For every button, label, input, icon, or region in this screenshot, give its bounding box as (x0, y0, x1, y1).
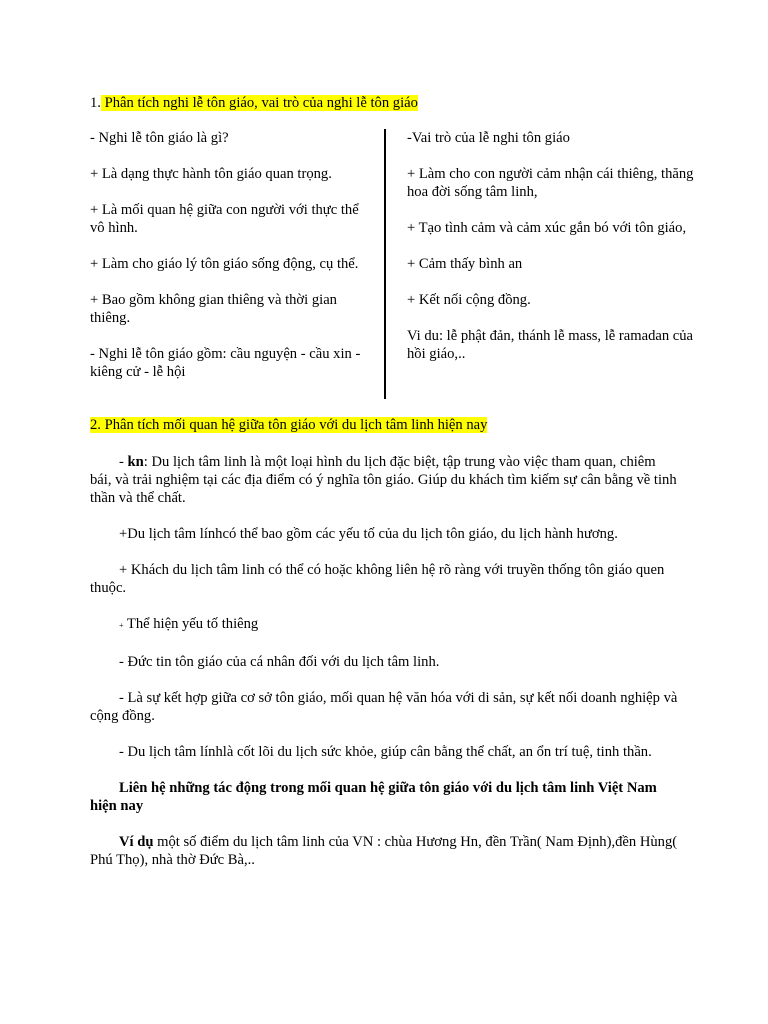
paragraph: - Du lịch tâm línhlà cốt lõi du lịch sức khỏe, giúp cân bằng thể chất, an ổn trí tuệ, tinh thần. (119, 744, 652, 760)
paragraph: - Là sự kết hợp giữa cơ sở tôn giáo, mối quan hệ văn hóa với di sản, sự kết nối doanh nghiệp và cộng đồng. (90, 690, 678, 724)
right-line: + Tạo tình cảm và cảm xúc gắn bó với tôn giáo, (407, 220, 687, 236)
right-line: + Làm cho con người cảm nhận cái thiêng, thăng hoa đời sống tâm linh, (407, 166, 694, 200)
section-2-body (90, 453, 678, 887)
heading-1 (90, 94, 418, 112)
example-text: một số điểm du lịch tâm linh của VN : chùa Hương Hn, đền Trần( Nam Định),đền Hùng( Phú Thọ), nhà thờ Đức Bà,.. (90, 834, 678, 868)
paragraph: - Đức tin tôn giáo của cá nhân đối với du lịch tâm linh. (119, 654, 440, 670)
bold-heading-text: Liên hệ những tác động trong mối quan hệ giữa tôn giáo với du lịch tâm linh Việt Nam hiện nay (90, 780, 657, 814)
right-line: Vi du: lễ phật đản, thánh lễ mass, lễ ramadan của hồi giáo,.. (407, 328, 694, 362)
paragraph-text: Thể hiện yếu tố thiêng (123, 616, 259, 632)
right-column (407, 129, 697, 381)
left-line: + Là mối quan hệ giữa con người với thực thể vô hình. (90, 202, 359, 236)
paragraph: +Du lịch tâm línhcó thể bao gồm các yếu tố của du lịch tôn giáo, du lịch hành hương. (119, 526, 618, 542)
example-paragraph (90, 833, 678, 869)
left-line: - Nghi lễ tôn giáo là gì? (90, 130, 229, 146)
paragraph (90, 615, 678, 635)
left-line: - Nghi lễ tôn giáo gồm: cầu nguyện - cầu xin - kiêng cử - lễ hội (90, 346, 361, 380)
left-line: + Làm cho giáo lý tôn giáo sống động, cụ thể. (90, 256, 359, 272)
small-plus: + (119, 621, 124, 630)
column-divider (384, 129, 386, 399)
example-label: Ví dụ (119, 834, 154, 850)
left-column (90, 129, 370, 399)
heading-2-text: 2. Phân tích mối quan hệ giữa tôn giáo với du lịch tâm linh hiện nay (90, 417, 488, 433)
bold-heading (90, 779, 678, 815)
heading-1-text: Phân tích nghi lễ tôn giáo, vai trò của nghi lễ tôn giáo (100, 95, 418, 111)
kn-paragraph (90, 453, 678, 507)
right-line: -Vai trò của lễ nghi tôn giáo (407, 130, 570, 146)
right-line: + Kết nối cộng đồng. (407, 292, 531, 308)
left-line: + Bao gồm không gian thiêng và thời gian thiêng. (90, 292, 337, 326)
kn-label: kn (127, 454, 144, 470)
heading-1-number: 1. (90, 95, 101, 111)
left-line: + Là dạng thực hành tôn giáo quan trọng. (90, 166, 332, 182)
kn-text: : Du lịch tâm linh là một loại hình du lịch đặc biệt, tập trung vào việc tham quan, chiêm bái, và trải nghiệm tại các địa điểm có ý nghĩa tôn giáo. Giúp du khách tìm kiếm sự cân bằng về tinh thần và thể chất. (90, 454, 677, 506)
heading-2 (90, 416, 487, 434)
right-line: + Cảm thấy bình an (407, 256, 523, 272)
paragraph: + Khách du lịch tâm linh có thể có hoặc không liên hệ rõ ràng với truyền thống tôn giáo quen thuộc. (90, 562, 665, 596)
kn-prefix: - (119, 454, 128, 470)
